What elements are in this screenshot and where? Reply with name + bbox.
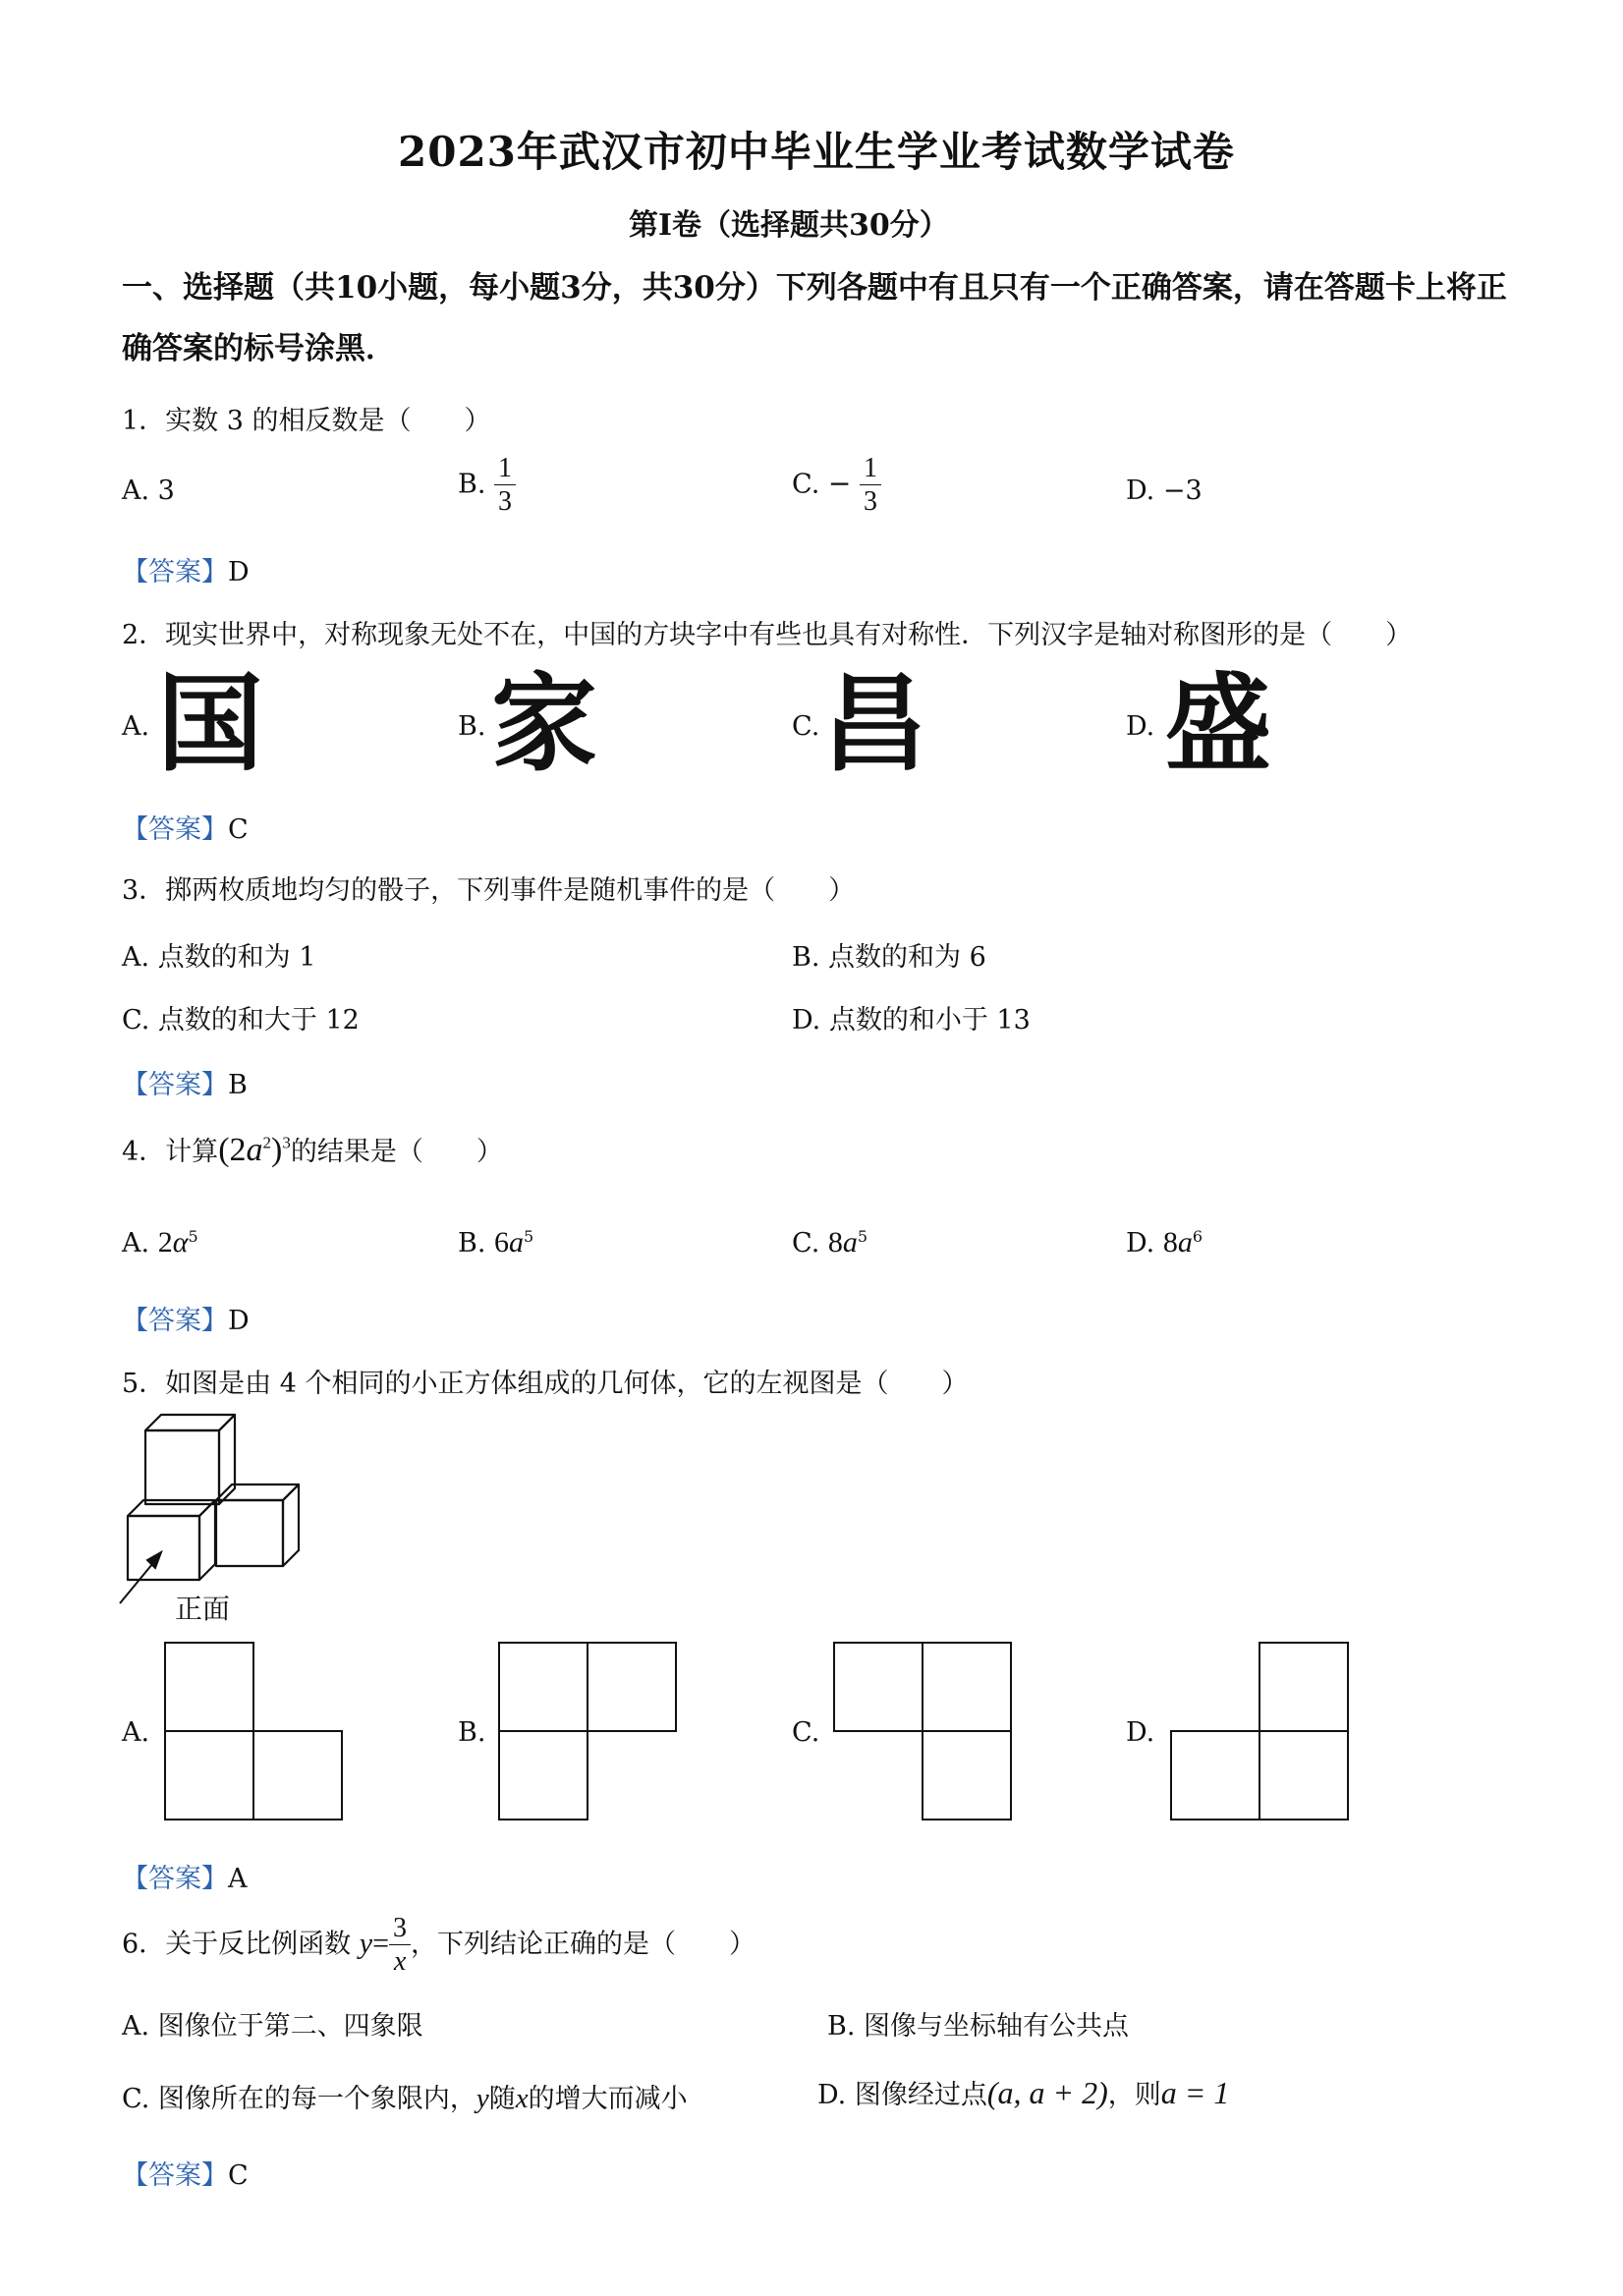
option-letter: B. xyxy=(458,1228,486,1259)
question-2-option-a-char: 国 xyxy=(157,663,264,786)
var-y: y xyxy=(359,1927,373,1960)
stem-prefix: 4．计算 xyxy=(122,1137,219,1167)
answer-label: 【答案】 xyxy=(122,1864,228,1894)
stem-suffix: ，下列结论正确的是（ ） xyxy=(411,1929,756,1960)
question-2-option-d-letter: D. xyxy=(1126,711,1155,742)
answer-label: 【答案】 xyxy=(122,814,228,845)
exponent: 5 xyxy=(524,1227,534,1246)
question-2-option-d-char: 盛 xyxy=(1165,663,1272,786)
fraction-numerator: 1 xyxy=(860,454,881,485)
option-text: 随 xyxy=(488,2084,516,2114)
equals-sign: = xyxy=(372,1927,390,1960)
coefficient: 6 xyxy=(494,1226,510,1259)
question-5-option-a-letter: A. xyxy=(122,1717,150,1748)
var-y: y xyxy=(476,2083,489,2114)
variable: a xyxy=(842,1226,858,1259)
expr-var: a xyxy=(246,1132,263,1168)
question-6-option-a: A. 图像位于第二、四象限 xyxy=(122,2011,423,2042)
fraction-numerator: 1 xyxy=(494,454,516,485)
exponent: 5 xyxy=(188,1227,198,1246)
option-text: D. 图像经过点 xyxy=(817,2080,987,2110)
question-2-option-a-letter: A. xyxy=(122,711,150,742)
question-3-option-d: D. 点数的和小于 13 xyxy=(792,1005,1031,1036)
question-5-answer xyxy=(122,1857,248,1895)
question-5-option-c-letter: C. xyxy=(792,1717,820,1748)
question-2-option-b-letter: B. xyxy=(458,711,486,742)
answer-value: C xyxy=(228,814,249,845)
question-6-stem xyxy=(122,1914,756,1977)
option-text: ，则 xyxy=(1107,2080,1161,2110)
exponent: 6 xyxy=(1192,1227,1203,1246)
expr-open: (2 xyxy=(218,1132,247,1168)
answer-value: D xyxy=(228,1306,250,1336)
option-c-view xyxy=(834,1643,1011,1820)
answer-value: B xyxy=(228,1070,248,1100)
variable: α xyxy=(172,1226,189,1259)
question-2-stem: 2．现实世界中，对称现象无处不在，中国的方块字中有些也具有对称性．下列汉字是轴对称图形的是（ ） xyxy=(122,620,1413,650)
option-letter: A. xyxy=(122,1228,150,1259)
inner-exponent: 2 xyxy=(262,1133,272,1152)
question-3-option-c: C. 点数的和大于 12 xyxy=(122,1005,360,1036)
exponent: 5 xyxy=(857,1227,868,1246)
option-letter: C. xyxy=(792,469,820,500)
option-text: C. 图像所在的每一个象限内， xyxy=(122,2084,476,2114)
question-6-option-c xyxy=(122,2077,688,2115)
question-2-option-c-char: 昌 xyxy=(821,663,928,786)
fraction-denominator: x xyxy=(393,1946,407,1978)
answer-value: C xyxy=(228,2160,249,2191)
option-d-view xyxy=(1171,1643,1348,1820)
coefficient: 8 xyxy=(827,1226,843,1259)
question-2-option-c-letter: C. xyxy=(792,711,820,742)
stem-suffix: 的结果是（ ） xyxy=(290,1137,503,1167)
outer-exponent: 3 xyxy=(282,1133,291,1152)
front-label: 正面 xyxy=(175,1593,231,1625)
fraction-numerator: 3 xyxy=(389,1914,411,1945)
answer-label: 【答案】 xyxy=(122,1070,228,1100)
question-3-option-b: B. 点数的和为 6 xyxy=(792,942,986,973)
answer-value: A xyxy=(228,1864,248,1894)
stem-prefix: 6．关于反比例函数 xyxy=(122,1929,352,1960)
coefficient: 8 xyxy=(1162,1226,1178,1259)
question-5-option-d-letter: D. xyxy=(1126,1717,1155,1748)
variable: a xyxy=(509,1226,525,1259)
expr-close: ) xyxy=(271,1132,283,1168)
section-instructions: 一、选择题（共10小题，每小题3分，共30分）下列各题中有且只有一个正确答案，请在答题卡上将正确答案的标号涂黑． xyxy=(122,270,1507,366)
equation: a = 1 xyxy=(1160,2075,1230,2110)
question-2-option-b-char: 家 xyxy=(491,663,598,786)
question-1-stem: 1．实数 3 的相反数是（ ） xyxy=(122,406,491,436)
variable: a xyxy=(1177,1226,1193,1259)
coefficient: 2 xyxy=(157,1226,173,1259)
question-3-option-a: A. 点数的和为 1 xyxy=(122,942,316,973)
option-letter: B. xyxy=(458,469,486,500)
question-1-option-a: A. 3 xyxy=(122,476,175,506)
option-letter: D. xyxy=(1126,1228,1155,1259)
question-5-stem: 5．如图是由 4 个相同的小正方体组成的几何体，它的左视图是（ ） xyxy=(122,1369,969,1399)
question-6-option-b: B. 图像与坐标轴有公共点 xyxy=(827,2011,1130,2042)
minus-sign: − xyxy=(827,467,852,500)
option-b-view xyxy=(499,1643,676,1820)
question-1-option-d: D. −3 xyxy=(1126,476,1203,506)
option-letter: C. xyxy=(792,1228,820,1259)
question-6-answer xyxy=(122,2154,249,2192)
fraction-denominator: 3 xyxy=(498,486,513,518)
paper-subtitle: 第Ⅰ卷（选择题共30分） xyxy=(629,208,949,243)
fraction-3-over-x xyxy=(389,1914,411,1977)
var-x: x xyxy=(515,2083,529,2114)
option-a-view xyxy=(165,1643,342,1820)
question-6-option-d xyxy=(817,2073,1229,2111)
answer-label: 【答案】 xyxy=(122,2160,228,2191)
question-3-stem: 3．掷两枚质地均匀的骰子，下列事件是随机事件的是（ ） xyxy=(122,875,856,906)
answer-value: D xyxy=(228,557,250,588)
answer-label: 【答案】 xyxy=(122,557,228,588)
answer-label: 【答案】 xyxy=(122,1306,228,1336)
point-expression: (a, a + 2) xyxy=(986,2075,1108,2110)
question-5-option-b-letter: B. xyxy=(458,1717,486,1748)
option-text: 的增大而减小 xyxy=(528,2084,688,2114)
exam-title: 2023年武汉市初中毕业生学业考试数学试卷 xyxy=(398,128,1235,176)
fraction-denominator: 3 xyxy=(863,486,877,518)
